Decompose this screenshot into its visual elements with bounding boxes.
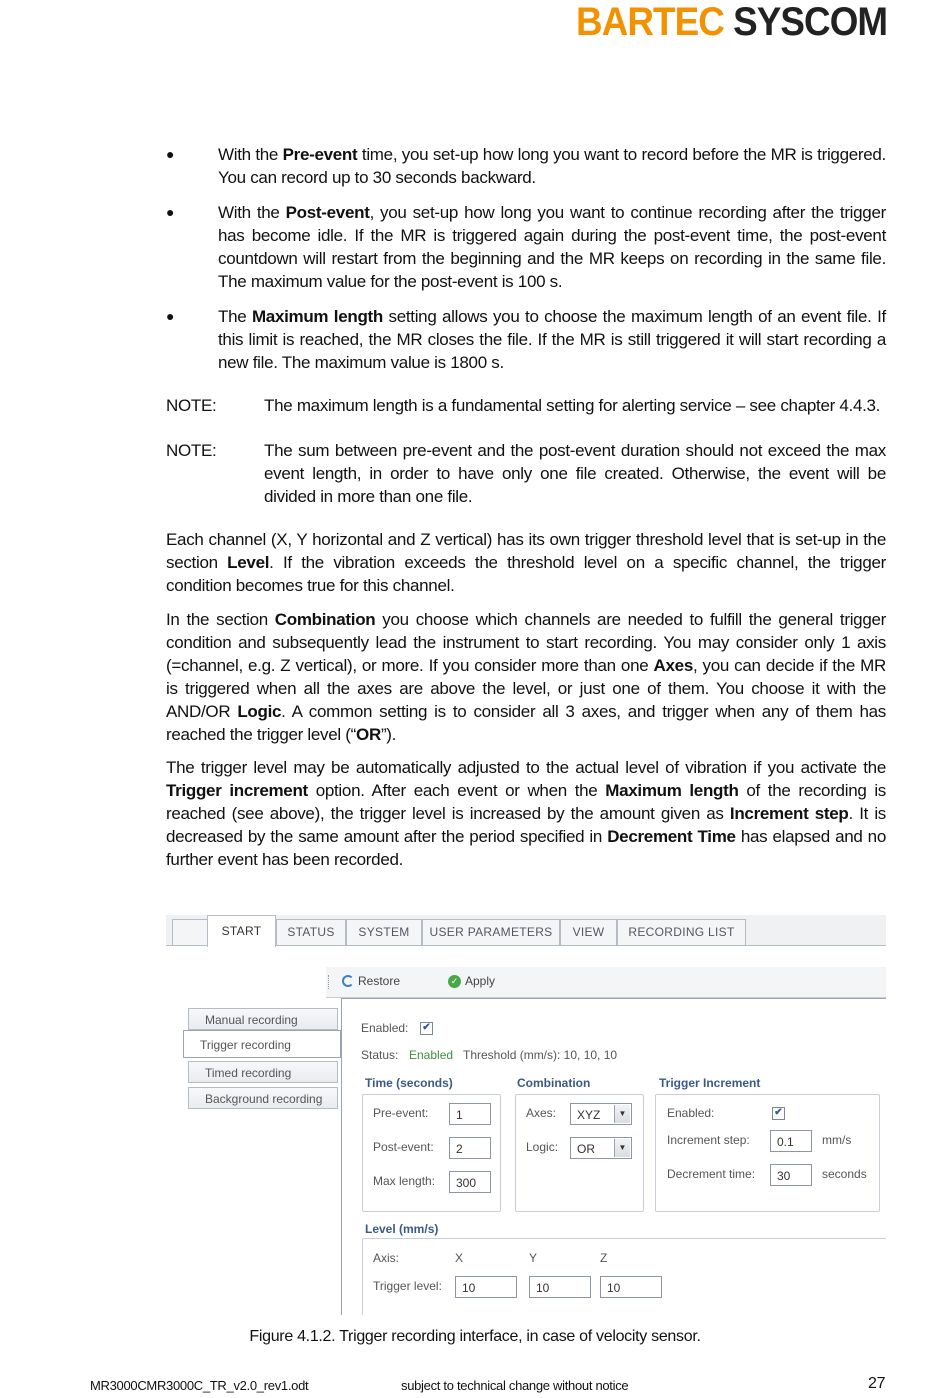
logic-label: Logic: — [526, 1140, 559, 1154]
dropdown-arrow-icon[interactable]: ▼ — [614, 1139, 630, 1157]
paragraph-level: Each channel (X, Y horizontal and Z vertical) has its own trigger threshold level that is set-up in the section Level. If the vibration exceeds the threshold level on a specific channel, the trigger condition becomes true for this channel. — [166, 530, 887, 595]
note-1: NOTE: The maximum length is a fundamental setting for alerting service – see chapter 4.4.3. — [166, 396, 881, 415]
toolbar — [326, 967, 886, 998]
tab-blank[interactable] — [172, 919, 208, 945]
brand-logo: BARTEC SYSCOM — [575, 0, 887, 44]
footer-notice: subject to technical change without notice — [401, 1378, 629, 1393]
restore-button[interactable]: Restore — [342, 974, 400, 988]
pre-event-input[interactable]: 1 — [449, 1103, 491, 1125]
bullet-icon: ● — [166, 146, 175, 162]
level-section-title: Level (mm/s) — [365, 1222, 439, 1236]
apply-button[interactable]: ✓ Apply — [448, 974, 495, 988]
tab-view[interactable]: VIEW — [560, 919, 617, 945]
bullet-max-length: ● The Maximum length setting allows you to choose the maximum length of an event file. If this limit is reached, the MR closes the file. If the MR is still triggered it will start recording a new file. The maximum value is 1800 s. — [166, 307, 886, 372]
combination-section-title: Combination — [517, 1076, 591, 1090]
axes-label: Axes: — [526, 1106, 557, 1120]
sidebar-timed-recording[interactable]: Timed recording — [188, 1061, 338, 1083]
tab-recording-list[interactable]: RECORDING LIST — [617, 919, 746, 945]
decrement-unit: seconds — [822, 1167, 867, 1181]
time-section-title: Time (seconds) — [365, 1076, 453, 1090]
enabled-label: Enabled: — [361, 1021, 409, 1035]
trigger-level-label: Trigger level: — [373, 1279, 442, 1293]
trigger-recording-screenshot — [166, 915, 886, 1315]
status-value: Enabled — [409, 1048, 454, 1062]
bullet-icon: ● — [166, 204, 175, 220]
ti-enabled-checkbox[interactable]: ✔ — [772, 1107, 785, 1120]
axis-label: Axis: — [373, 1251, 400, 1265]
sidebar-manual-recording[interactable]: Manual recording — [188, 1008, 338, 1030]
level-x-input[interactable]: 10 — [455, 1276, 517, 1298]
ti-enabled-label: Enabled: — [667, 1106, 715, 1120]
tab-user-parameters[interactable]: USER PARAMETERS — [422, 919, 560, 945]
tab-system[interactable]: SYSTEM — [346, 919, 422, 945]
dropdown-arrow-icon[interactable]: ▼ — [614, 1105, 630, 1123]
level-y-input[interactable]: 10 — [529, 1276, 591, 1298]
logic-select[interactable]: OR ▼ — [570, 1137, 632, 1159]
tab-bar — [166, 915, 886, 946]
bullet-icon: ● — [166, 308, 175, 324]
sidebar-background-recording[interactable]: Background recording — [188, 1087, 338, 1109]
bullet-post-event: ● With the Post-event, you set-up how long you want to continue recording after the trigger has become idle. If the MR is triggered again during the post-event time, the post-event countdown will restart from the beginning and the MR keeps on recording in the same file. The maximum value for the post-event is 100 s. — [166, 203, 886, 291]
decrement-time-input[interactable]: 30 — [770, 1164, 812, 1186]
trigger-increment-section-title: Trigger Increment — [659, 1076, 761, 1090]
tab-start[interactable]: START — [207, 915, 276, 947]
page-number: 27 — [868, 1375, 886, 1392]
pre-event-label: Pre-event: — [373, 1106, 429, 1120]
status-label: Status: — [361, 1048, 399, 1062]
level-z-input[interactable]: 10 — [600, 1276, 662, 1298]
sidebar-trigger-recording[interactable]: Trigger recording — [183, 1030, 341, 1058]
max-length-input[interactable]: 300 — [449, 1171, 491, 1193]
bullet-pre-event: ● With the Pre-event time, you set-up how long you want to record before the MR is triggered. You can record up to 30 seconds backward. — [166, 145, 886, 187]
trigger-settings-panel — [341, 998, 886, 1315]
figure-caption: Figure 4.1.2. Trigger recording interface, in case of velocity sensor. — [249, 1328, 701, 1345]
enabled-checkbox[interactable]: ✔ — [420, 1022, 433, 1035]
decrement-time-label: Decrement time: — [667, 1167, 756, 1181]
post-event-input[interactable]: 2 — [449, 1137, 491, 1159]
increment-step-label: Increment step: — [667, 1133, 750, 1147]
max-length-label: Max length: — [373, 1174, 436, 1188]
axis-z-label: Z — [600, 1251, 608, 1265]
toolbar-grip — [328, 975, 331, 989]
note-2: NOTE: The sum between pre-event and the post-event duration should not exceed the max event length, in order to have only one file created. Otherwise, the event will be divided in more than one file. — [166, 441, 886, 506]
restore-icon — [342, 975, 354, 987]
threshold-text: Threshold (mm/s): 10, 10, 10 — [463, 1048, 618, 1062]
axis-x-label: X — [455, 1251, 464, 1265]
tab-status[interactable]: STATUS — [276, 919, 346, 945]
axis-y-label: Y — [529, 1251, 538, 1265]
check-circle-icon: ✓ — [448, 975, 461, 988]
footer-filename: MR3000CMR3000C_TR_v2.0_rev1.odt — [90, 1378, 309, 1393]
paragraph-trigger-increment: The trigger level may be automatically adjusted to the actual level of vibration if you activate the Trigger increment option. After each event or when the Maximum length of the recording is reached (see above), the trigger level is increased by the amount given as Increment step. It is decreased by the same amount after the period specified in Decrement Time has elapsed and no further event has been recorded. — [166, 758, 887, 869]
paragraph-combination: In the section Combination you choose which channels are needed to fulfill the general trigger condition and subsequently lead the instrument to start recording. You may consider only 1 axis (=channel, e.g. Z vertical), or more. If you consider more than one Axes, you can decide if the MR is triggered when all the axes are above the level, or just one of them. You choose it with the AND/OR Logic. A common setting is to consider all 3 axes, and trigger when any of them has reached the trigger level (“OR”). — [166, 610, 887, 744]
increment-unit: mm/s — [822, 1133, 852, 1147]
axes-select[interactable]: XYZ ▼ — [570, 1103, 632, 1125]
post-event-label: Post-event: — [373, 1140, 434, 1154]
increment-step-input[interactable]: 0.1 — [770, 1130, 812, 1152]
